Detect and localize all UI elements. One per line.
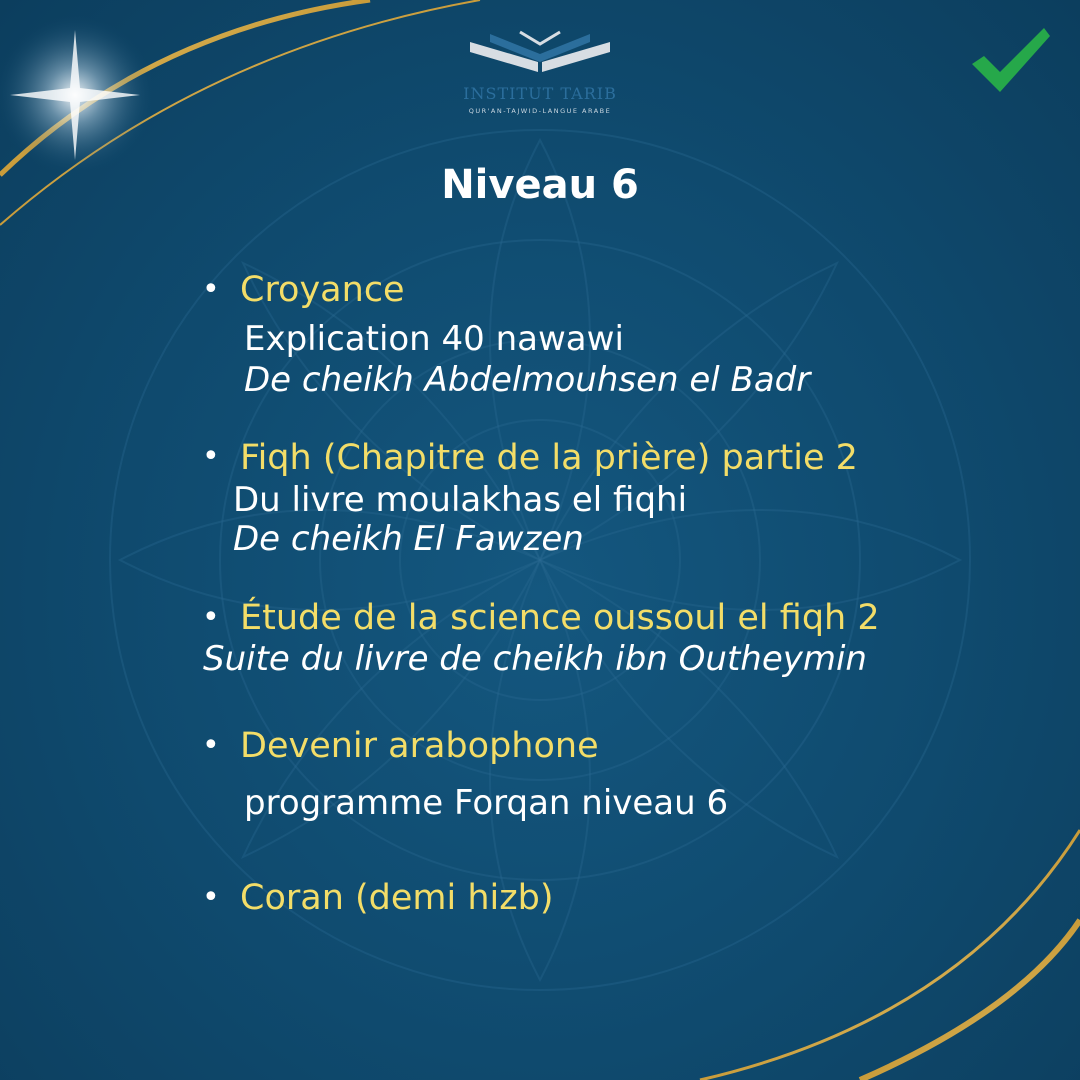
item-heading: Étude de la science oussoul el fiqh 2 xyxy=(240,598,880,638)
gold-arc-bottom-1 xyxy=(700,830,1080,1080)
bullet-icon: • xyxy=(202,272,220,307)
page-title: Niveau 6 xyxy=(441,162,639,208)
open-book-icon xyxy=(460,30,620,80)
mandala-pattern xyxy=(110,130,970,990)
bullet-icon: • xyxy=(202,600,220,635)
institute-logo xyxy=(430,30,650,130)
bullet-icon: • xyxy=(202,439,220,474)
item-heading: Coran (demi hizb) xyxy=(240,878,554,918)
item-source: De cheikh Abdelmouhsen el Badr xyxy=(244,360,811,400)
item-source: Suite du livre de cheikh ibn Outheymin xyxy=(203,639,867,679)
item-line: Du livre moulakhas el fiqhi xyxy=(233,480,688,520)
item-heading: Fiqh (Chapitre de la prière) partie 2 xyxy=(240,438,858,478)
item-heading: Devenir arabophone xyxy=(240,726,599,766)
item-heading: Croyance xyxy=(240,270,405,310)
gold-arc-bottom-2 xyxy=(860,920,1080,1080)
item-source: De cheikh El Fawzen xyxy=(233,519,584,559)
logo-tagline: QUR'AN-TAJWID-LANGUE ARABE xyxy=(468,107,612,115)
item-line: programme Forqan niveau 6 xyxy=(244,783,729,823)
logo-name: INSTITUT TARIB xyxy=(463,84,617,103)
checkmark-icon xyxy=(968,24,1052,96)
item-line: Explication 40 nawawi xyxy=(244,319,624,359)
bullet-icon: • xyxy=(202,880,220,915)
bullet-icon: • xyxy=(202,728,220,763)
